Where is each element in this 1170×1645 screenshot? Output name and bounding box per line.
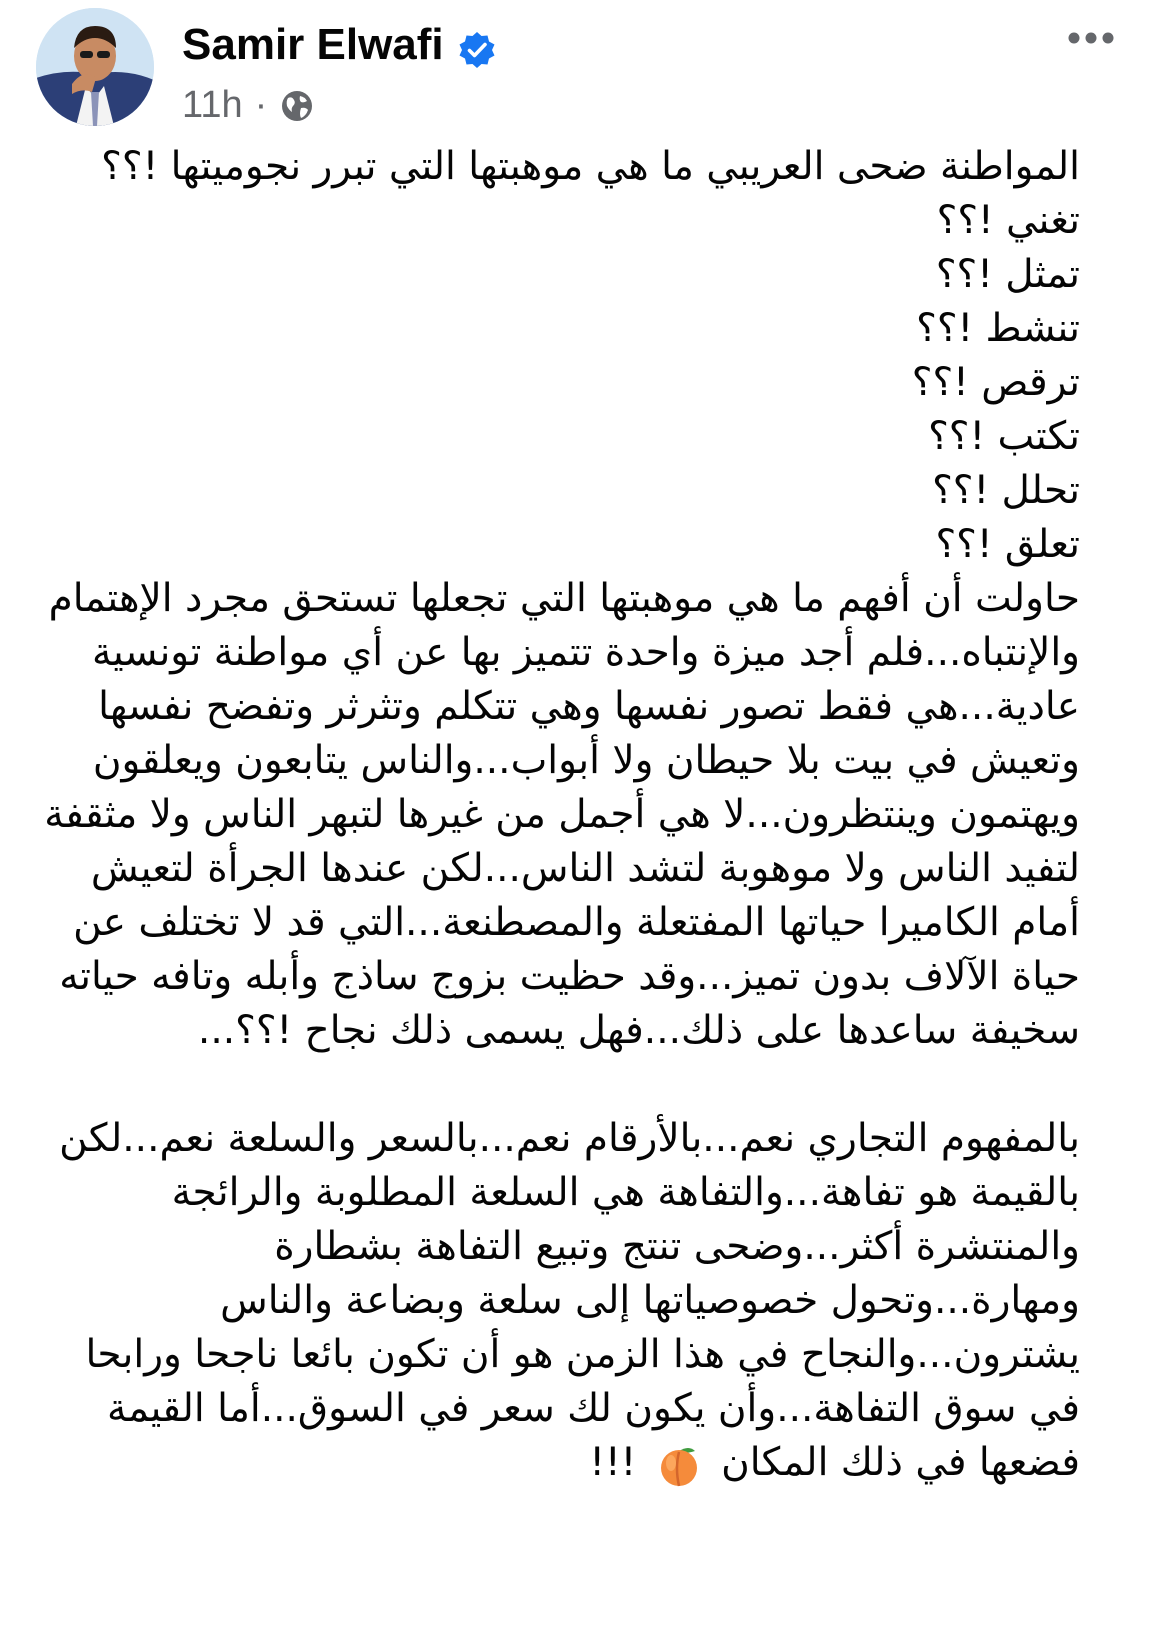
post-paragraph-final (28, 1112, 1080, 1490)
post-paragraph: تكتب !؟؟ (928, 414, 1080, 459)
post-paragraph: تنشط !؟؟ (916, 306, 1080, 351)
meta-separator: · (254, 84, 268, 126)
post-paragraph: المواطنة ضحى العريبي ما هي موهبتها التي تبرر نجوميتها !؟؟ (101, 144, 1080, 189)
globe-icon[interactable] (279, 88, 315, 124)
post-meta (182, 84, 315, 127)
post-paragraph: حاولت أن أفهم ما هي موهبتها التي تجعلها تستحق مجرد الإهتمام والإنتباه...فلم أجد ميزة واحدة تتميز بها عن أي مواطنة تونسية عادية...هي فقط تصور نفسها وهي تتكلم وتثرثر وتفضح نفسها وتعيش في بيت بلا حيطان ولا أبواب...والناس يتابعون ويعلقون ويهتمون وينتظرون...لا هي أجمل من غيرها لتبهر الناس ولا مثقفة لتفيد الناس ولا موهوبة لتشد الناس...لكن عندها الجرأة لتعيش أمام الكاميرا حياتها المفتعلة والمصطنعة...التي قد لا تختلف عن حياة الآلاف بدون تميز...وقد حظيت بزوج ساذج وأبله وتافه حياته سخيفة ساعدها على ذلك...فهل يسمى ذلك نجاح !؟؟... (44, 576, 1080, 1053)
post-paragraph: تحلل !؟؟ (932, 468, 1080, 513)
post-paragraph: تمثل !؟؟ (935, 252, 1080, 297)
avatar[interactable] (36, 8, 154, 126)
post-text (28, 140, 1080, 1490)
post-paragraph: ترقص !؟؟ (911, 360, 1080, 405)
post-header (36, 8, 1146, 132)
paragraph-gap (28, 1058, 1080, 1112)
profile-photo-icon (36, 8, 154, 126)
more-options-icon[interactable] (1066, 26, 1116, 50)
post-paragraph: تغني !؟؟ (936, 198, 1080, 243)
author-name[interactable]: Samir Elwafi (182, 20, 444, 69)
final-text: بالمفهوم التجاري نعم...بالأرقام نعم...بالسعر والسلعة نعم...لكن بالقيمة هو تفاهة...والتفاهة هي السلعة المطلوبة والرائجة والمنتشرة أكثر...وضحى تنتج وتبيع التفاهة بشطارة ومهارة...وتحول خصوصياتها إلى سلعة وبضاعة والناس يشترون...والنجاح في هذا الزمن هو أن تكون بائعا ناجحا ورابحا في سوق التفاهة...وأن يكون لك سعر في السوق...أما القيمة فضعها في ذلك المكان (59, 1116, 1080, 1485)
final-exclamation: !!! (589, 1440, 637, 1485)
peach-emoji-icon (655, 1441, 703, 1489)
verified-badge-icon (457, 30, 497, 70)
post-paragraph: تعلق !؟؟ (935, 522, 1080, 567)
post-time[interactable]: 11h (182, 84, 243, 126)
